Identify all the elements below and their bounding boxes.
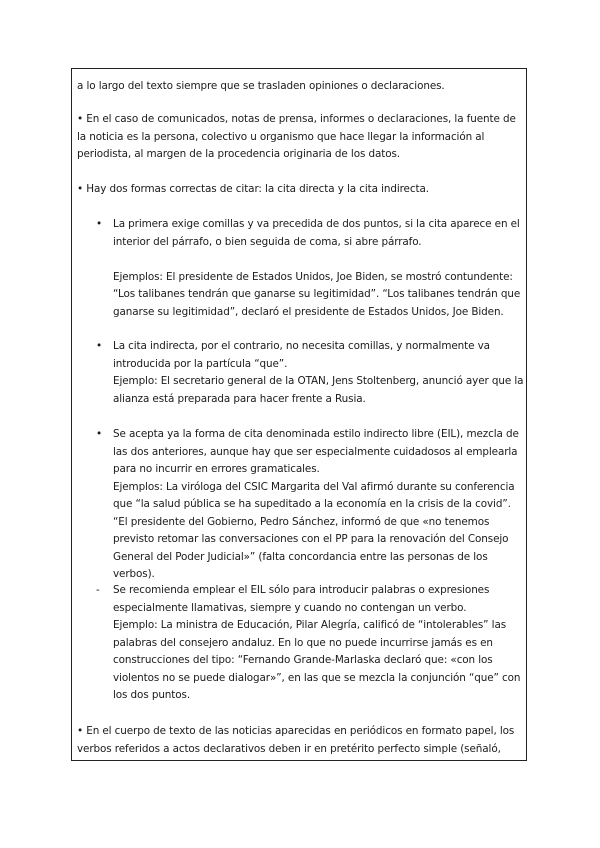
paragraph-source: • En el caso de comunicados, notas de prensa, informes o declaraciones, la fuente de la noticia es la persona, colectivo u organismo que hace llegar la información al periodista, al margen de la procedencia originaria de los datos. — [77, 113, 516, 160]
list-item-text: Se recomienda emplear el EIL sólo para introducir palabras o expresiones especialmente llamativas, siempre y cuando no contengan un verbo. — [113, 584, 490, 614]
list-item-example: Ejemplos: La viróloga del CSIC Margarita del Val afirmó durante su conferencia que “la salud pública se ha supeditado a la economía en la crisis de la covid”. “El presidente del Gobierno, Pedro Sánchez, informó de que «no tenemos previsto retomar las conversaciones con el PP para la renovación del Consejo General del Poder Judicial»” (falta concordancia entre las personas de los verbos). — [113, 480, 515, 580]
bullet-marker: • — [96, 340, 103, 352]
continuation-line: a lo largo del texto siempre que se trasladen opiniones o declaraciones. — [77, 80, 445, 92]
list-item-example: Ejemplo: La ministra de Educación, Pilar Alegría, calificó de “intolerables” las palabras del consejero andaluz. En lo que no puede incurrirse jamás es en construcciones del tipo: “Fernando Grande-Marlaska declaró que: «con los violentos no se puede dialogar»”, en las que se mezcla la conjunción “que” con los dos puntos. — [113, 619, 521, 701]
list-item-example: Ejemplo: El secretario general de la OTAN, Jens Stoltenberg, anunció ayer que la alianza está preparada para hacer frente a Rusia. — [113, 375, 524, 405]
paragraph-verb-tense: • En el cuerpo de texto de las noticias aparecidas en periódicos en formato papel, los verbos referidos a actos declarativos deben ir en pretérito perfecto simple (señaló, — [77, 725, 515, 755]
list-item-text: La primera exige comillas y va precedida de dos puntos, si la cita aparece en el interior del párrafo, o bien seguida de coma, si abre párrafo. — [113, 218, 520, 248]
bullet-marker: • — [96, 218, 103, 230]
list-item-text: La cita indirecta, por el contrario, no necesita comillas, y normalmente va introducida por la partícula “que”. — [113, 340, 490, 370]
dash-marker: - — [96, 584, 100, 596]
list-item-example: Ejemplos: El presidente de Estados Unidos, Joe Biden, se mostró contundente: “Los talibanes tendrán que ganarse su legitimidad”. “Los talibanes tendrán que ganarse su legitimidad”, declaró el presidente de Estados Unidos, Joe Biden. — [113, 270, 521, 318]
document-frame — [71, 68, 527, 761]
paragraph-citation-forms: • Hay dos formas correctas de citar: la cita directa y la cita indirecta. — [77, 183, 429, 195]
list-item-text: Se acepta ya la forma de cita denominada estilo indirecto libre (EIL), mezcla de las dos anteriores, aunque hay que ser especialmente cuidadosos al emplearla para no incurrir en errores gramaticales. — [113, 428, 519, 475]
bullet-marker: • — [96, 428, 103, 440]
